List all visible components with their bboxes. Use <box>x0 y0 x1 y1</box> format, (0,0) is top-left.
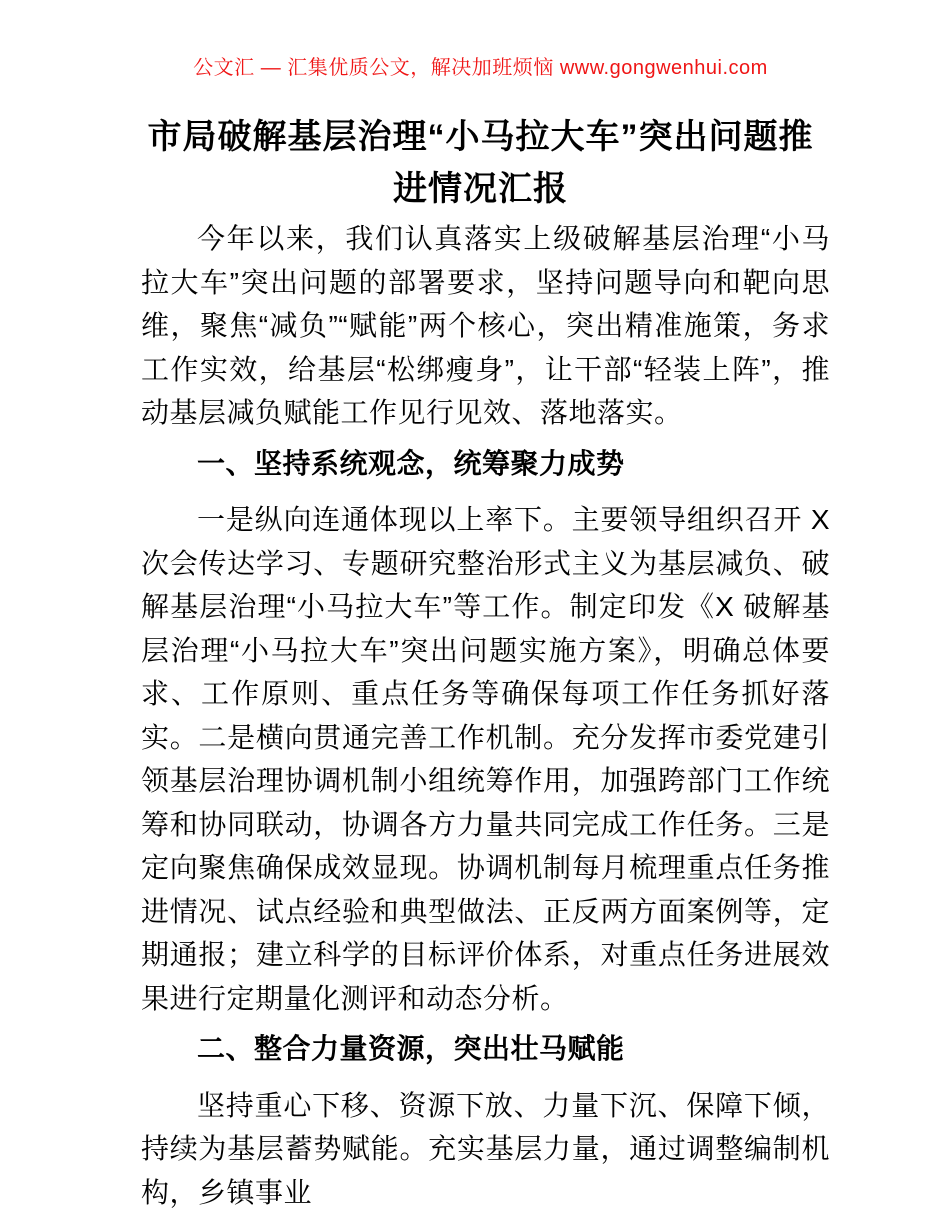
opening-paragraph: 今年以来，我们认真落实上级破解基层治理“小马拉大车”突出问题的部署要求，坚持问题导向和靶向思维，聚焦“减负”“赋能”两个核心，突出精准施策，务求工作实效，给基层“松绑瘦身”，让干部“轻装上阵”，推动基层减负赋能工作见行见效、落地落实。 <box>141 223 830 428</box>
section-1-paragraph: 一是纵向连通体现以上率下。主要领导组织召开 X 次会传达学习、专题研究整治形式主义为基层减负、破解基层治理“小马拉大车”等工作。制定印发《X 破解基层治理“小马拉大车”突出问题实施方案》，明确总体要求、工作原则、重点任务等确保每项工作任务抓好落实。二是横向贯通完善工作机制。充分发挥市委党建引领基层治理协调机制小组统筹作用，加强跨部门工作统筹和协同联动，协调各方力量共同完成工作任务。三是定向聚焦确保成效显现。协调机制每月梳理重点任务推进情况、试点经验和典型做法、正反两方面案例等，定期通报；建立科学的目标评价体系，对重点任务进展效果进行定期量化测评和动态分析。 <box>141 504 830 1014</box>
document-body <box>141 217 830 1214</box>
section-heading-1: 一、坚持系统观念，统筹聚力成势 <box>197 447 625 479</box>
document-title: 市局破解基层治理“小马拉大车”突出问题推进情况汇报 <box>147 118 814 208</box>
section-heading-2: 二、整合力量资源，突出壮马赋能 <box>197 1033 625 1064</box>
site-banner: 公文汇 — 汇集优质公文，解决加班烦恼 www.gongwenhui.com <box>193 57 768 79</box>
section-2-paragraph: 坚持重心下移、资源下放、力量下沉、保障下倾，持续为基层蓄势赋能。充实基层力量，通过调整编制机构，乡镇事业 <box>141 1089 830 1208</box>
